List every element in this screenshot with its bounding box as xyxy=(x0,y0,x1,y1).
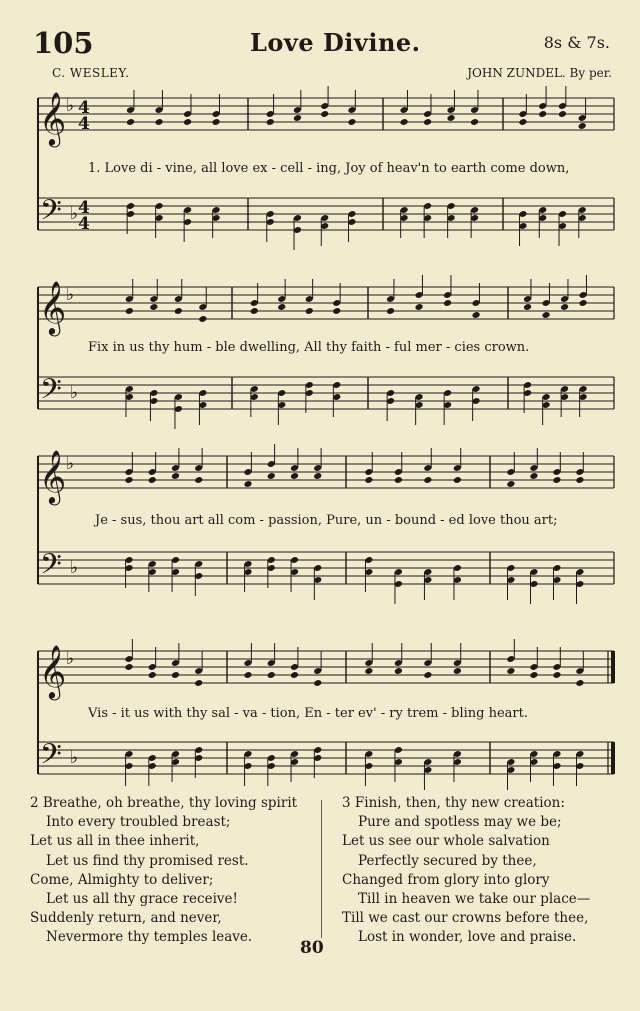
author-credit: C. WESLEY. xyxy=(52,66,130,80)
note-head xyxy=(423,476,432,484)
note-head xyxy=(575,476,584,484)
note-head xyxy=(198,315,207,323)
note-head xyxy=(171,472,180,480)
flat-key-signature: ♭ xyxy=(70,748,79,768)
note-head xyxy=(305,307,314,315)
note-head xyxy=(320,110,329,118)
treble-clef-icon: 𝄞 xyxy=(39,644,67,698)
verse-line: Lost in wonder, love and praise. xyxy=(358,929,577,946)
note-head xyxy=(149,303,158,311)
flat-key-signature: ♭ xyxy=(66,649,75,669)
note-head xyxy=(277,303,286,311)
lyric-line-1: 1. Love di - vine, all love ex - cell - ing, Joy of heav'n to earth come down, xyxy=(88,161,570,176)
note-head xyxy=(506,667,515,675)
note-head xyxy=(423,118,432,126)
verse-line: Come, Almighty to deliver; xyxy=(30,871,214,888)
note-head xyxy=(332,307,341,315)
note-head xyxy=(155,118,164,126)
flat-key-signature: ♭ xyxy=(66,454,75,474)
note-head xyxy=(447,114,456,122)
note-head xyxy=(267,671,276,679)
note-head xyxy=(313,472,322,480)
note-head xyxy=(194,679,203,687)
note-head xyxy=(560,303,569,311)
verse-line: 2 Breathe, oh breathe, thy loving spirit xyxy=(30,795,298,811)
treble-clef-icon: 𝄞 xyxy=(39,449,67,503)
flat-key-signature: ♭ xyxy=(66,285,75,305)
verse-line: Into every troubled breast; xyxy=(46,814,231,831)
note-head xyxy=(364,667,373,675)
note-head xyxy=(250,307,259,315)
verse-line: Changed from glory into glory xyxy=(342,871,550,888)
column-divider xyxy=(321,800,322,938)
flat-key-signature: ♭ xyxy=(70,383,79,403)
note-head xyxy=(472,311,481,319)
note-head xyxy=(124,663,133,671)
note-head xyxy=(148,476,157,484)
hymn-number: 105 xyxy=(33,26,94,60)
note-head xyxy=(243,480,252,488)
note-head xyxy=(538,110,547,118)
note-head xyxy=(506,480,515,488)
note-head xyxy=(579,299,588,307)
note-head xyxy=(290,472,299,480)
note-head xyxy=(364,476,373,484)
verse-line: Till we cast our crowns before thee, xyxy=(342,910,589,927)
treble-clef-icon: 𝄞 xyxy=(39,91,67,145)
note-head xyxy=(212,118,221,126)
note-head xyxy=(542,311,551,319)
page-number: 80 xyxy=(300,938,324,958)
verse-line: Let us all thy grace receive! xyxy=(46,891,238,908)
note-head xyxy=(266,118,275,126)
flat-key-signature: ♭ xyxy=(66,96,75,116)
note-head xyxy=(148,671,157,679)
final-barline xyxy=(611,742,615,774)
verse-line: Nevermore thy temples leave. xyxy=(46,929,253,946)
note-head xyxy=(453,476,462,484)
note-head xyxy=(194,476,203,484)
note-head xyxy=(267,472,276,480)
verse-3 xyxy=(342,794,590,948)
note-head xyxy=(183,118,192,126)
note-head xyxy=(386,307,395,315)
note-head xyxy=(125,307,134,315)
hymn-title: Love Divine. xyxy=(250,28,421,57)
note-head xyxy=(470,118,479,126)
note-head xyxy=(243,671,252,679)
time-signature: 4 xyxy=(78,98,90,118)
note-head xyxy=(523,303,532,311)
note-head xyxy=(578,122,587,130)
verse-line: Let us all in thee inherit, xyxy=(30,833,200,850)
verse-2 xyxy=(30,794,297,948)
note-head xyxy=(558,110,567,118)
note-head xyxy=(529,671,538,679)
lyric-line-3: Je - sus, thou art all com - passion, Pure, un - bound - ed love thou art; xyxy=(95,513,558,528)
bass-clef-icon: 𝄢 xyxy=(40,738,62,778)
note-head xyxy=(171,671,180,679)
note-head xyxy=(293,114,302,122)
note-head xyxy=(124,476,133,484)
note-head xyxy=(126,118,135,126)
lyric-line-4: Vis - it us with thy sal - va - tion, En - ter ev' - ry trem - bling heart. xyxy=(88,706,528,721)
note-head xyxy=(290,671,299,679)
verse-line: Till in heaven we take our place— xyxy=(358,891,591,908)
note-head xyxy=(415,303,424,311)
note-head xyxy=(423,671,432,679)
bass-clef-icon: 𝄢 xyxy=(40,548,62,588)
verse-line: Let us find thy promised rest. xyxy=(46,852,249,869)
treble-clef-icon: 𝄞 xyxy=(39,280,67,334)
note-head xyxy=(552,671,561,679)
composer-credit: JOHN ZUNDEL. By per. xyxy=(467,66,612,80)
note-head xyxy=(347,118,356,126)
verse-line: Perfectly secured by thee, xyxy=(358,852,537,869)
note-head xyxy=(174,307,183,315)
note-head xyxy=(575,679,584,687)
note-head xyxy=(552,476,561,484)
bass-clef-icon: 𝄢 xyxy=(40,373,62,413)
bass-clef-icon: 𝄢 xyxy=(40,194,62,234)
time-signature: 4 xyxy=(78,114,90,134)
note-head xyxy=(518,118,527,126)
verse-line: Pure and spotless may we be; xyxy=(358,814,562,831)
note-head xyxy=(394,476,403,484)
hymn-meter: 8s & 7s. xyxy=(543,33,610,52)
note-head xyxy=(529,472,538,480)
verse-line: Let us see our whole salvation xyxy=(342,833,550,850)
note-head xyxy=(400,118,409,126)
note-head xyxy=(453,667,462,675)
final-barline xyxy=(611,651,615,683)
flat-key-signature: ♭ xyxy=(70,204,79,224)
lyric-line-2: Fix in us thy hum - ble dwelling, All thy faith - ful mer - cies crown. xyxy=(88,340,530,355)
flat-key-signature: ♭ xyxy=(70,558,79,578)
note-head xyxy=(443,299,452,307)
time-signature: 4 xyxy=(78,214,90,234)
note-head xyxy=(313,679,322,687)
verse-line: Suddenly return, and never, xyxy=(30,910,222,927)
note-head xyxy=(394,667,403,675)
verse-line: 3 Finish, then, thy new creation: xyxy=(342,795,565,811)
time-signature: 4 xyxy=(78,198,90,218)
